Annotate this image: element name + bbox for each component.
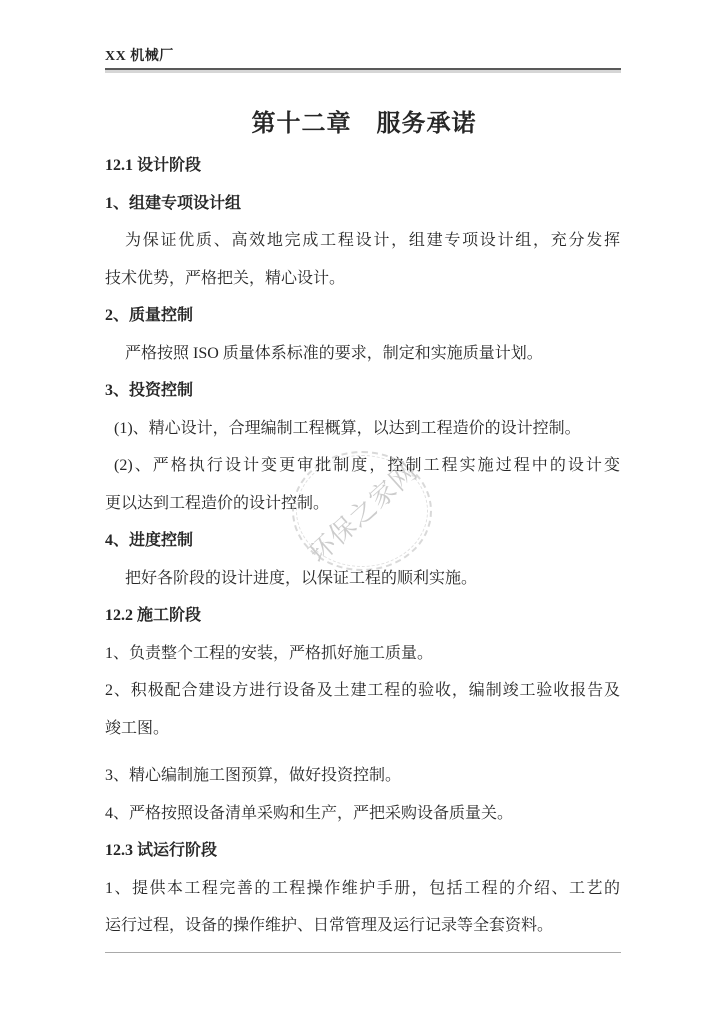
document-body <box>105 147 620 945</box>
text-line: 1、提供本工程完善的工程操作维护手册，包括工程的介绍、工艺的 <box>105 879 620 897</box>
text-line: 严格按照 ISO 质量体系标准的要求，制定和实施质量计划。 <box>125 344 543 362</box>
text-line: (1)、精心设计，合理编制工程概算，以达到工程造价的设计控制。 <box>114 419 581 437</box>
text-line: 4、进度控制 <box>105 532 194 549</box>
footer-divider <box>105 952 621 953</box>
text-line: 技术优势，严格把关，精心设计。 <box>105 269 346 287</box>
text-line: 2、质量控制 <box>105 307 194 324</box>
text-line: 更以达到工程造价的设计控制。 <box>105 494 330 512</box>
text-line: 竣工图。 <box>105 719 170 737</box>
text-line: 12.3 试运行阶段 <box>105 842 218 859</box>
text-line: (2)、严格执行设计变更审批制度，控制工程实施过程中的设计变 <box>114 457 620 474</box>
text-line: 3、投资控制 <box>105 382 194 399</box>
text-line: 12.2 施工阶段 <box>105 607 202 624</box>
text-line: 为保证优质、高效地完成工程设计，组建专项设计组，充分发挥 <box>125 232 620 249</box>
text-line: 1、组建专项设计组 <box>105 194 242 212</box>
text-line: 12.1 设计阶段 <box>105 157 202 174</box>
chapter-title: 第十二章 服务承诺 <box>251 111 477 137</box>
page-header-company: XX 机械厂 <box>105 49 174 64</box>
header-divider <box>105 68 621 73</box>
text-line: 4、严格按照设备清单采购和生产，严把采购设备质量关。 <box>105 804 514 822</box>
watermark-text: 环保之家网 <box>303 456 424 569</box>
text-line: 3、精心编制施工图预算，做好投资控制。 <box>105 767 402 784</box>
text-line: 1、负责整个工程的安装，严格抓好施工质量。 <box>105 644 434 662</box>
text-line: 2、积极配合建设方进行设备及土建工程的验收，编制竣工验收报告及 <box>105 682 620 699</box>
text-line: 运行过程，设备的操作维护、日常管理及运行记录等全套资料。 <box>105 917 554 934</box>
text-line: 把好各阶段的设计进度，以保证工程的顺利实施。 <box>125 569 478 587</box>
